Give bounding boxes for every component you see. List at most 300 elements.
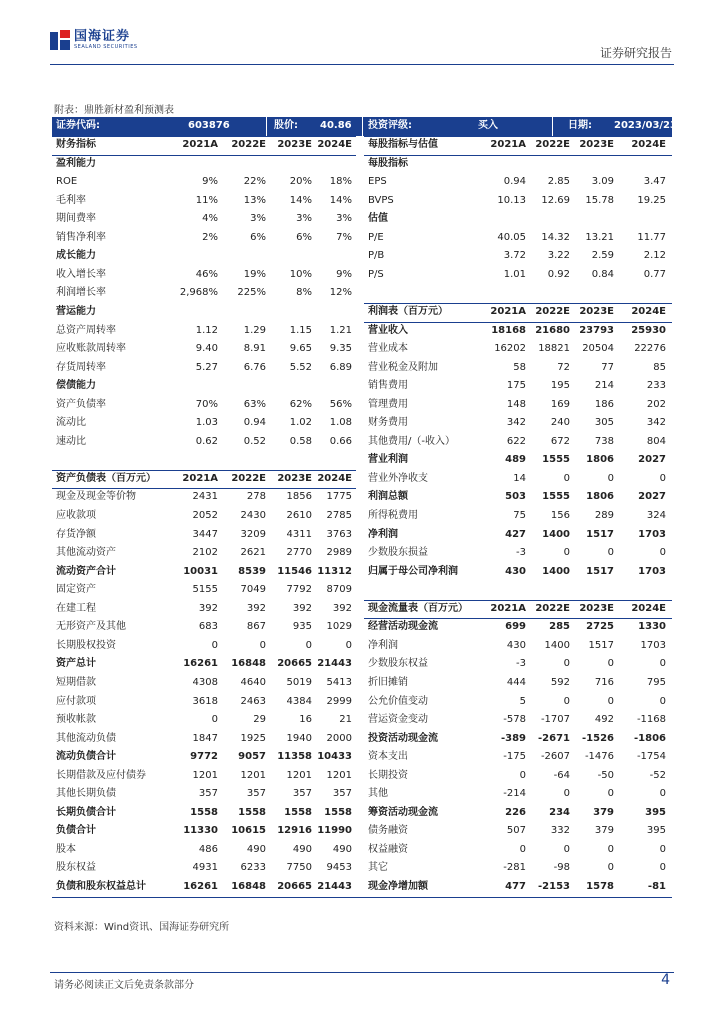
left-row-value: 2610 — [286, 510, 312, 521]
left-row-value: 2102 — [192, 547, 218, 559]
right-row-value: 18168 — [491, 324, 526, 336]
right-row — [52, 210, 672, 229]
left-row-value: 21443 — [317, 881, 352, 892]
right-row-value: 379 — [593, 806, 614, 818]
right-row-value: 226 — [505, 806, 526, 818]
left-row-value: 357 — [198, 788, 218, 800]
left-row-value: 1.29 — [243, 324, 266, 336]
right-row-value: 2.12 — [643, 250, 666, 262]
left-row-value: 490 — [292, 843, 312, 855]
right-row-value: 0 — [659, 862, 666, 874]
left-row-value: 2770 — [286, 547, 312, 559]
right-row-label: 所得税费用 — [368, 510, 418, 521]
section-rule — [364, 303, 672, 304]
right-row-value: 11.77 — [637, 231, 666, 243]
date-value: 2023/03/23 — [614, 120, 677, 131]
right-row — [52, 396, 672, 415]
left-row-value: 2022E — [231, 472, 266, 484]
left-row-value: 46% — [195, 268, 218, 280]
right-row-value: 0.94 — [503, 176, 526, 188]
left-row-value: 357 — [332, 788, 352, 800]
right-row-value — [530, 210, 570, 229]
left-row-value: 1558 — [190, 806, 218, 818]
right-row-value: 18821 — [538, 343, 570, 355]
right-row-label: P/B — [368, 250, 385, 262]
right-row-value: 1703 — [638, 528, 666, 540]
left-row-value: 3447 — [192, 528, 218, 540]
left-row-label: 存货净额 — [56, 528, 96, 540]
left-row-value: 392 — [246, 602, 266, 614]
left-row-value: 12% — [329, 287, 352, 299]
right-row-value: 2023E — [579, 139, 614, 150]
right-row-value: 0 — [659, 695, 666, 707]
right-row-label: 筹资活动现金流 — [368, 806, 438, 818]
right-row — [52, 433, 672, 452]
left-row-label: 速动比 — [56, 435, 86, 447]
right-row — [52, 470, 672, 489]
price-value: 40.86 — [320, 120, 352, 131]
left-row-label: 长期股权投资 — [56, 639, 116, 651]
left-row-value: 2989 — [326, 547, 352, 559]
left-row-value: 12916 — [277, 825, 312, 837]
right-row-value: 2022E — [535, 602, 570, 614]
right-row-value — [574, 284, 614, 303]
right-row-value: 234 — [549, 806, 570, 818]
left-row-value: 10031 — [183, 565, 218, 577]
left-row-label: 短期借款 — [56, 676, 96, 688]
right-row-value — [574, 155, 614, 174]
right-row — [52, 488, 672, 507]
right-row-value: 3.72 — [503, 250, 526, 262]
right-row-value: 0 — [563, 658, 570, 670]
left-row-label: 负债和股东权益总计 — [56, 881, 146, 892]
left-row-value: 11312 — [317, 565, 352, 577]
left-row-value: 2024E — [317, 139, 352, 150]
left-row-value: 1.21 — [329, 324, 352, 336]
right-row-value: 444 — [506, 676, 526, 688]
left-row-value: 9.65 — [289, 343, 312, 355]
right-row-value: -1476 — [584, 751, 614, 763]
right-row-label: 长期投资 — [368, 769, 408, 781]
left-row-label: 流动负债合计 — [56, 751, 116, 763]
left-row-value: 16 — [299, 714, 312, 726]
right-row-value: -1168 — [636, 714, 666, 726]
right-row — [52, 136, 672, 155]
left-row-value: 20665 — [277, 658, 312, 670]
data-source: 资料来源：Wind资讯、国海证券研究所 — [54, 922, 230, 933]
left-row-label: 总资产周转率 — [56, 324, 116, 336]
left-row-value: 0 — [211, 639, 218, 651]
right-row — [52, 674, 672, 693]
left-row-value: 7750 — [286, 862, 312, 874]
right-row — [52, 507, 672, 526]
right-row-label: 折旧摊销 — [368, 676, 408, 688]
price-label: 股价: — [274, 120, 298, 131]
right-row-value: 148 — [506, 398, 526, 410]
left-row-value: 392 — [292, 602, 312, 614]
left-row-value: 2% — [202, 231, 218, 243]
right-row-label: EPS — [368, 176, 387, 188]
right-row-value: 72 — [557, 361, 570, 373]
left-row-value: 20% — [289, 176, 312, 188]
right-row-value: 0 — [607, 658, 614, 670]
left-row-label: 其他流动负债 — [56, 732, 116, 744]
right-row-value — [618, 581, 666, 600]
left-row-value: 5019 — [286, 676, 312, 688]
left-row-value: 4% — [202, 213, 218, 225]
left-row-value: 486 — [198, 843, 218, 855]
left-row-label: 长期借款及应付债券 — [56, 769, 146, 781]
right-row-value — [618, 210, 666, 229]
left-row-value: 1558 — [324, 806, 352, 818]
left-row-value: 16261 — [183, 881, 218, 892]
left-row-value: 56% — [329, 398, 352, 410]
right-row-value: 2.59 — [591, 250, 614, 262]
right-row-value: 0 — [659, 843, 666, 855]
right-row-value: 1555 — [542, 454, 570, 466]
rating-value: 买入 — [478, 120, 498, 131]
right-row-value: 0.77 — [643, 268, 666, 280]
left-row-value: 1029 — [326, 621, 352, 633]
left-row-value: 29 — [253, 714, 266, 726]
right-row-value: 13.21 — [585, 231, 614, 243]
right-row-value — [482, 284, 526, 303]
left-row-value: 6.89 — [329, 361, 352, 373]
right-row-value: 0 — [607, 843, 614, 855]
right-row-value: 19.25 — [637, 194, 666, 206]
right-row — [52, 748, 672, 767]
right-row — [52, 822, 672, 841]
header-rule — [50, 64, 674, 65]
left-row-label: 负债合计 — [56, 825, 96, 837]
left-row-value: 278 — [246, 491, 266, 503]
right-row-label: 现金流量表（百万元） — [368, 602, 468, 614]
left-row-value: 2021A — [182, 139, 218, 150]
right-row-value: -214 — [503, 788, 526, 800]
right-row-value: 14.32 — [541, 231, 570, 243]
left-row-label: 资产总计 — [56, 658, 96, 670]
right-row-label: 营业收入 — [368, 324, 408, 336]
right-row-value: -3 — [516, 547, 526, 559]
left-row-value: 490 — [332, 843, 352, 855]
right-row-value: -2607 — [540, 751, 570, 763]
left-row-value: 2052 — [192, 510, 218, 521]
left-row-value: 2430 — [240, 510, 266, 521]
right-row — [52, 155, 672, 174]
right-row-value: 12.69 — [541, 194, 570, 206]
right-row-value: 23793 — [579, 324, 614, 336]
right-row-value: 3.09 — [591, 176, 614, 188]
left-row-label: 利润增长率 — [56, 287, 106, 299]
right-row-value: 25930 — [631, 324, 666, 336]
right-row-label: 销售费用 — [368, 380, 408, 392]
right-row-value: -3 — [516, 658, 526, 670]
right-row — [52, 451, 672, 470]
left-row-value: 11546 — [277, 565, 312, 577]
right-row-label: 债务融资 — [368, 825, 408, 837]
right-row-value: 77 — [601, 361, 614, 373]
right-row-label: 利润总额 — [368, 491, 408, 503]
right-row — [52, 359, 672, 378]
right-row-value: -389 — [500, 732, 526, 744]
right-row-value: 0 — [519, 843, 526, 855]
left-row-value: 0.94 — [243, 417, 266, 429]
left-row-label: 无形资产及其他 — [56, 621, 126, 633]
right-row — [52, 581, 672, 600]
left-row-label: 期间费率 — [56, 213, 96, 225]
left-row-value: 357 — [246, 788, 266, 800]
left-row-value: 2024E — [317, 472, 352, 484]
right-row-value: 622 — [506, 435, 526, 447]
left-row-value: 4640 — [240, 676, 266, 688]
right-row-value: -175 — [503, 751, 526, 763]
left-row-value: 1.15 — [289, 324, 312, 336]
left-row-value: 0.58 — [289, 435, 312, 447]
right-row-value: 592 — [550, 676, 570, 688]
left-row-value: 867 — [246, 621, 266, 633]
right-row-value: 285 — [549, 621, 570, 633]
right-row-value: -50 — [597, 769, 614, 781]
right-row-label: 每股指标 — [368, 157, 408, 169]
right-row — [52, 284, 672, 303]
left-row-value: 8709 — [326, 584, 352, 596]
left-row-value: 1201 — [240, 769, 266, 781]
right-row-value: 1.01 — [503, 268, 526, 280]
right-row-label: 归属于母公司净利润 — [368, 565, 458, 577]
left-row-value: 0.66 — [329, 435, 352, 447]
left-row-value: 4384 — [286, 695, 312, 707]
left-row-value: 683 — [198, 621, 218, 633]
left-row-label: 应收款项 — [56, 510, 96, 521]
section-rule — [364, 136, 672, 137]
left-row-value: 62% — [289, 398, 312, 410]
right-row-value: 2.85 — [547, 176, 570, 188]
left-row-label: 资产负债率 — [56, 398, 106, 410]
right-row — [52, 414, 672, 433]
right-row-value: 1806 — [586, 454, 614, 466]
right-row-value: 195 — [550, 380, 570, 392]
right-row-value: 324 — [646, 510, 666, 521]
right-row-label: 营业税金及附加 — [368, 361, 438, 373]
company-logo — [50, 30, 138, 50]
right-row — [52, 526, 672, 545]
left-row-value: 0 — [259, 639, 266, 651]
left-row-value: 7049 — [240, 584, 266, 596]
right-row-value: 2021A — [490, 602, 526, 614]
right-row-value: -1526 — [582, 732, 614, 744]
left-row-value: 3618 — [192, 695, 218, 707]
right-row — [52, 266, 672, 285]
left-row-value: 70% — [195, 398, 218, 410]
left-row-value: 1856 — [286, 491, 312, 503]
page-number: 4 — [661, 972, 670, 988]
left-row-value: 6% — [296, 231, 312, 243]
left-row-value: 0.62 — [195, 435, 218, 447]
right-row-value: 1806 — [586, 491, 614, 503]
right-row-value: 14 — [513, 472, 526, 484]
right-row-value: 0 — [607, 472, 614, 484]
left-row-value: 2,968% — [179, 287, 218, 299]
right-row — [52, 859, 672, 878]
right-row-value — [530, 284, 570, 303]
left-row-value: 2431 — [192, 491, 218, 503]
right-row-value: 175 — [506, 380, 526, 392]
left-row-value: 21443 — [317, 658, 352, 670]
left-row-label: 收入增长率 — [56, 268, 106, 280]
right-row-value: 85 — [653, 361, 666, 373]
right-row-value: 395 — [645, 806, 666, 818]
right-row-label: 净利润 — [368, 528, 398, 540]
left-row-value: 3% — [336, 213, 352, 225]
left-row-value: 21 — [339, 714, 352, 726]
left-row-value: 4931 — [192, 862, 218, 874]
right-row-value: 2023E — [579, 602, 614, 614]
right-row — [52, 303, 672, 322]
right-row-label: 资本支出 — [368, 751, 408, 763]
right-row-value: -64 — [553, 769, 570, 781]
right-row-value: 0 — [563, 788, 570, 800]
right-row-value: 0.84 — [591, 268, 614, 280]
left-row-value: 1558 — [238, 806, 266, 818]
right-row-value: 716 — [594, 676, 614, 688]
right-row-value: 58 — [513, 361, 526, 373]
left-row-label: 应付款项 — [56, 695, 96, 707]
table-title: 附表：鼎胜新材盈利预测表 — [54, 105, 174, 116]
table-bottom-rule — [52, 897, 672, 898]
right-row-value: 1703 — [640, 639, 666, 651]
right-row-value: -52 — [649, 769, 666, 781]
right-row-value: 16202 — [494, 343, 526, 355]
right-row-value: 0 — [607, 788, 614, 800]
right-row-value: 1703 — [638, 565, 666, 577]
left-row-label: 销售净利率 — [56, 231, 106, 243]
logo-text-en: SEALAND SECURITIES — [74, 44, 138, 50]
left-row-value: 14% — [329, 194, 352, 206]
right-row-value: 40.05 — [497, 231, 526, 243]
left-row-value: 16848 — [231, 881, 266, 892]
left-row-value: 5.27 — [195, 361, 218, 373]
right-row-value: 75 — [513, 510, 526, 521]
left-row-label: 盈利能力 — [56, 157, 96, 169]
page-header — [0, 0, 724, 66]
left-row-value: 1.02 — [289, 417, 312, 429]
left-row-value: 18% — [329, 176, 352, 188]
right-row-value: 2027 — [638, 454, 666, 466]
left-row-value: 9.35 — [329, 343, 352, 355]
left-row-value: 6.76 — [243, 361, 266, 373]
right-row-value: -1707 — [540, 714, 570, 726]
rating-label: 投资评级: — [368, 120, 412, 131]
right-row-value: 507 — [506, 825, 526, 837]
right-row-value: 0 — [659, 547, 666, 559]
right-row-value: 1517 — [586, 565, 614, 577]
right-row-value: 2027 — [638, 491, 666, 503]
left-row-value: 2023E — [277, 139, 312, 150]
left-row-value: 1558 — [284, 806, 312, 818]
right-row-value: 795 — [646, 676, 666, 688]
right-row-value: 3.22 — [547, 250, 570, 262]
right-row-value: 289 — [594, 510, 614, 521]
left-row-value: 3% — [296, 213, 312, 225]
left-row-value: 490 — [246, 843, 266, 855]
left-row-value: 3763 — [326, 528, 352, 540]
right-row-value: 804 — [646, 435, 666, 447]
right-row-value: -1754 — [636, 751, 666, 763]
right-row-label: 每股指标与估值 — [368, 139, 438, 150]
right-row-label: 营业利润 — [368, 454, 408, 466]
left-row-label: 预收帐款 — [56, 714, 96, 726]
right-row-label: 少数股东损益 — [368, 547, 428, 559]
right-row — [52, 247, 672, 266]
right-row — [52, 544, 672, 563]
left-row-value: 9772 — [190, 751, 218, 763]
left-row-label: 偿债能力 — [56, 380, 96, 392]
right-row-value: -81 — [647, 881, 666, 892]
left-row-value: 1201 — [326, 769, 352, 781]
right-row-value: 186 — [594, 398, 614, 410]
right-row-label: P/S — [368, 268, 384, 280]
right-row — [52, 785, 672, 804]
right-row-label: 其他费用/（-收入） — [368, 435, 455, 447]
right-row-value: 1517 — [588, 639, 614, 651]
right-row-label: 管理费用 — [368, 398, 408, 410]
right-row-label: 利润表（百万元） — [368, 305, 448, 317]
stock-code-label: 证券代码: — [56, 120, 100, 131]
right-row-label: 营业成本 — [368, 343, 408, 355]
right-row-label: 营业外净收支 — [368, 472, 428, 484]
right-row-value — [482, 210, 526, 229]
right-row-value: 1555 — [542, 491, 570, 503]
right-row-label: 其它 — [368, 862, 388, 874]
left-row-value: 22% — [243, 176, 266, 188]
right-row-value: 1330 — [638, 621, 666, 633]
left-row-value: 357 — [292, 788, 312, 800]
left-row-label: 成长能力 — [56, 250, 96, 262]
right-row-value: 2021A — [490, 139, 526, 150]
left-row-value: 7% — [336, 231, 352, 243]
right-row-value — [530, 155, 570, 174]
left-row-label: 固定资产 — [56, 584, 96, 596]
right-row-value: 0 — [659, 472, 666, 484]
left-row-value: 2621 — [240, 547, 266, 559]
right-row — [52, 841, 672, 860]
left-row-value: 1847 — [192, 732, 218, 744]
left-row-value: 1.08 — [329, 417, 352, 429]
right-row-label: 少数股东权益 — [368, 658, 428, 670]
right-row — [52, 563, 672, 582]
left-row-value: 7792 — [286, 584, 312, 596]
section-rule — [364, 600, 672, 601]
right-row — [52, 693, 672, 712]
right-row-value: 0 — [659, 658, 666, 670]
left-row-value: 11330 — [183, 825, 218, 837]
right-row-value: -98 — [553, 862, 570, 874]
left-row-value: 2463 — [240, 695, 266, 707]
left-row-value: 9453 — [326, 862, 352, 874]
left-row-value: 3209 — [240, 528, 266, 540]
right-row-value: 503 — [505, 491, 526, 503]
left-row-value: 10433 — [317, 751, 352, 763]
right-row-label: 净利润 — [368, 639, 398, 651]
right-row-value: 22276 — [634, 343, 666, 355]
left-row-value: 16261 — [183, 658, 218, 670]
right-row-label: 公允价值变动 — [368, 695, 428, 707]
right-row-value: 1400 — [544, 639, 570, 651]
left-row-value: 6233 — [240, 862, 266, 874]
left-row-value: 0 — [345, 639, 352, 651]
right-row-label: 财务费用 — [368, 417, 408, 429]
right-row-value: 492 — [594, 714, 614, 726]
